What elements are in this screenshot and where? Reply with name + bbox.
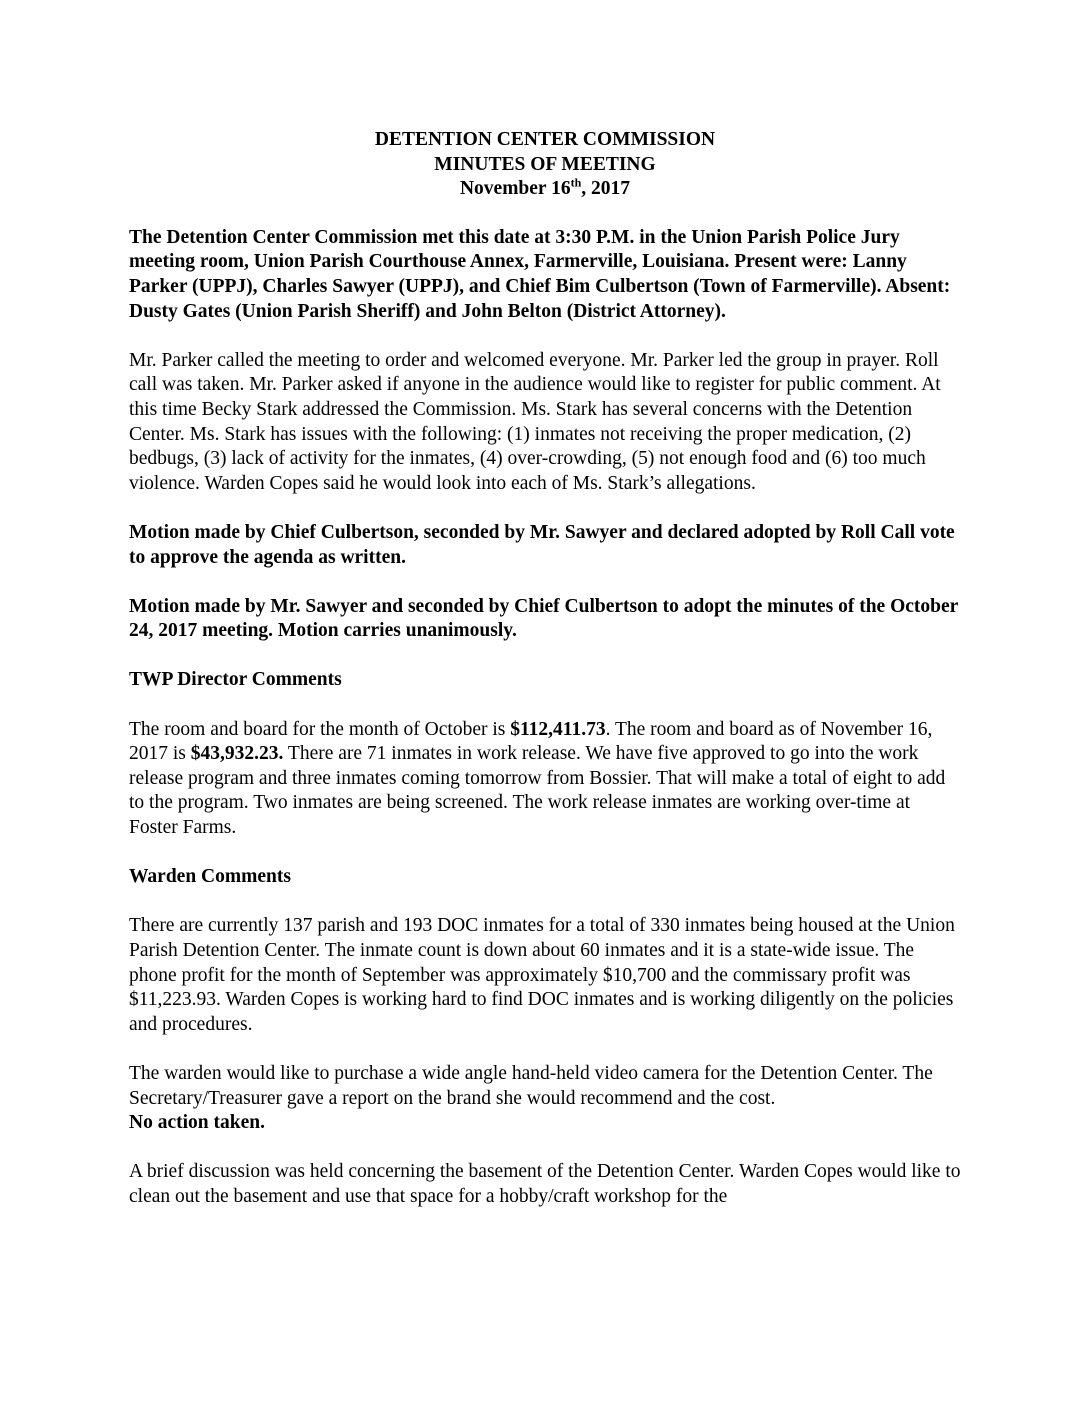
warden-camera-action: No action taken. bbox=[129, 1112, 265, 1134]
twp-text-1: The room and board for the month of October is bbox=[129, 718, 511, 740]
header-date bbox=[129, 177, 961, 202]
twp-amount-november: $43,932.23. bbox=[190, 743, 284, 765]
warden-paragraph-inmates: There are currently 137 parish and 193 DOC inmates for a total of 330 inmates being housed at the Union Parish Detention Center. The inmate count is down about 60 inmates and it is a state-wide issue. The phone profit for the month of September was approximately $10,700 and the commissary profit was $11,223.93. Warden Copes is working hard to find DOC inmates and is working diligently on the policies and procedures. bbox=[129, 915, 955, 1035]
header-date-year: , 2017 bbox=[581, 178, 631, 200]
twp-text-3: There are 71 inmates in work release. We have five approved to go into the work release program and three inmates coming tomorrow from Bossier. That will make a total of eight to add to the program. Two inmates are being screened. The work release inmates are working over-time at Foster Farms. bbox=[129, 743, 946, 839]
document-body bbox=[129, 128, 961, 1234]
header-date-suffix: th bbox=[570, 175, 582, 190]
motion-agenda-paragraph: Motion made by Chief Culbertson, seconded by Mr. Sawyer and declared adopted by Roll Call vote to approve the agenda as written. bbox=[129, 521, 955, 568]
twp-amount-october: $112,411.73 bbox=[510, 718, 606, 740]
header-subtitle: MINUTES OF MEETING bbox=[434, 153, 656, 175]
twp-director-paragraph bbox=[129, 718, 961, 841]
warden-camera-text: The warden would like to purchase a wide angle hand-held video camera for the Detention Center. The Secretary/Treasurer gave a report on the brand she would recommend and the cost. bbox=[129, 1062, 933, 1109]
opening-paragraph: Mr. Parker called the meeting to order and welcomed everyone. Mr. Parker led the group in prayer. Roll call was taken. Mr. Parker asked if anyone in the audience would like to register for public comment. At this time Becky Stark addressed the Commission. Ms. Stark has several concerns with the Detention Center. Ms. Stark has issues with the following: (1) inmates not receiving the proper medication, (2) bedbugs, (3) lack of activity for the inmates, (4) over-crowding, (5) not enough food and (6) too much violence. Warden Copes said he would look into each of Ms. Stark’s allegations. bbox=[129, 349, 941, 494]
warden-paragraph-camera bbox=[129, 1062, 961, 1136]
header-title: DETENTION CENTER COMMISSION bbox=[374, 129, 716, 150]
warden-heading: Warden Comments bbox=[129, 866, 291, 888]
motion-minutes-paragraph: Motion made by Mr. Sawyer and seconded by Chief Culbertson to adopt the minutes of the October 24, 2017 meeting. Motion carries unanimously. bbox=[129, 595, 958, 642]
intro-paragraph: The Detention Center Commission met this date at 3:30 P.M. in the Union Parish Police Jury meeting room, Union Parish Courthouse Annex, Farmerville, Louisiana. Present were: Lanny Parker (UPPJ), Charles Sawyer (UPPJ), and Chief Bim Culbertson (Town of Farmerville). Absent: Dusty Gates (Union Parish Sheriff) and John Belton (District Attorney). bbox=[129, 226, 951, 322]
twp-text-2: . The room and board as of November 16, 2017 is bbox=[129, 718, 933, 765]
header-date-month-day: November 16 bbox=[459, 178, 571, 200]
warden-paragraph-basement: A brief discussion was held concerning the basement of the Detention Center. Warden Copes would like to clean out the basement and use that space for a hobby/craft workshop for the bbox=[129, 1161, 961, 1207]
twp-director-heading: TWP Director Comments bbox=[129, 669, 342, 691]
document-header bbox=[129, 128, 961, 202]
